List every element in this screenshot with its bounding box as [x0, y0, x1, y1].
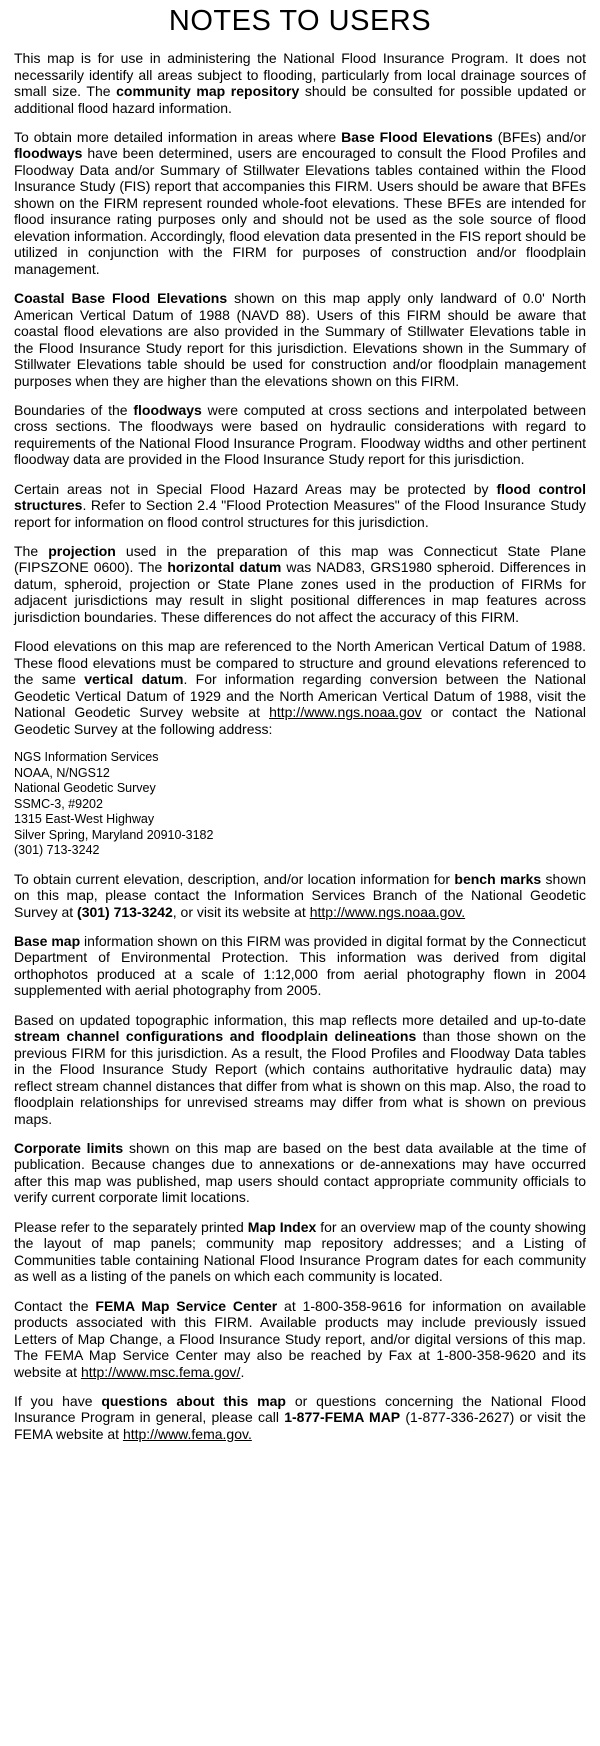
paragraph-text: Certain areas not in Special Flood Hazard Areas may be protected by	[14, 480, 497, 497]
paragraph-text: shown on this map, please contact the Information Services Branch of the National Geodetic Survey at	[14, 870, 587, 920]
emphasis-text: vertical datum	[84, 671, 184, 688]
paragraph-text: or contact the National Geodetic Survey at the following address:	[14, 704, 586, 737]
paragraph-text: Contact the	[14, 1297, 96, 1314]
paragraph-text: for an overview map of the county showing the layout of map panels; community map repository addresses; and a Listing of Communities table containing National Flood Insurance Program dates for each community as well as a listing of the panels on which each community is located.	[14, 1218, 586, 1285]
notes-section-1	[14, 50, 586, 737]
paragraph-text: Flood elevations on this map are referenced to the North American Vertical Datum of 1988. These flood elevations must be compared to structure and ground elevations referenced to the same	[14, 638, 586, 688]
address-line: NOAA, N/NGS12	[14, 765, 110, 780]
paragraph-text: . For information regarding conversion between the National Geodetic Vertical Datum of 1929 and the North American Vertical Datum of 1988, visit the National Geodetic Survey website at	[14, 671, 586, 721]
emphasis-text: floodways	[14, 145, 83, 162]
emphasis-text: flood control structures	[14, 480, 586, 514]
emphasis-text: questions about this map	[101, 1392, 286, 1409]
website-link[interactable]: http://www.fema.gov.	[122, 1425, 252, 1442]
notes-section-2	[14, 871, 586, 1443]
note-paragraph	[14, 871, 586, 921]
note-paragraph	[14, 290, 586, 389]
address-line: (301) 713-3242	[14, 843, 100, 858]
note-paragraph	[14, 543, 586, 626]
emphasis-text: projection	[48, 542, 116, 559]
address-line: National Geodetic Survey	[14, 781, 156, 796]
note-paragraph	[14, 481, 586, 531]
address-line: 1315 East-West Highway	[14, 812, 155, 827]
emphasis-text: horizontal datum	[167, 559, 282, 576]
page-title: NOTES TO USERS	[168, 5, 432, 37]
note-paragraph	[14, 50, 586, 116]
paragraph-text: The	[14, 542, 49, 559]
paragraph-text: used in the preparation of this map was Connecticut State Plane (FIPSZONE 0600). The	[14, 542, 586, 576]
emphasis-text: Base Flood Elevations	[341, 128, 493, 145]
note-paragraph	[14, 1219, 586, 1285]
paragraph-text: This map is for use in administering the National Flood Insurance Program. It does not necessarily identify all areas subject to flooding, particularly from local drainage sources of small size. The	[14, 50, 586, 99]
paragraph-text: , or visit its website at	[172, 903, 310, 920]
paragraph-text: should be consulted for possible updated or additional flood hazard information.	[14, 83, 587, 116]
address-line: SSMC-3, #9202	[14, 796, 103, 811]
paragraph-text: To obtain current elevation, description, and/or location information for	[14, 870, 455, 887]
paragraph-text: than those shown on the previous FIRM for this jurisdiction. As a result, the Flood Profiles and Floodway Data tables in the Flood Insurance Study Report (which contains authoritative hydraulic data) may reflect stream channel distances that differ from what is shown on this map. Also, the road to floodplain relationships for unrevised streams may differ from what is shown on previous maps.	[14, 1028, 587, 1127]
emphasis-text: stream channel configurations and floodplain delineations	[14, 1028, 417, 1045]
paragraph-text: or questions concerning the National Flood Insurance Program in general, please call	[14, 1392, 586, 1426]
emphasis-text: Map Index	[247, 1218, 317, 1235]
emphasis-text: Coastal Base Flood Elevations	[14, 290, 228, 307]
emphasis-text: FEMA Map Service Center	[95, 1297, 278, 1314]
emphasis-text: (301) 713-3242	[77, 903, 173, 920]
note-paragraph	[14, 1012, 586, 1128]
paragraph-text: .	[240, 1363, 245, 1380]
note-paragraph	[14, 1393, 586, 1443]
emphasis-text: Corporate limits	[14, 1139, 124, 1156]
paragraph-text: information shown on this FIRM was provided in digital format by the Connecticut Department of Environmental Protection. This information was derived from digital orthophotos produced at a scale of 1:12,000 from aerial photography flown in 2004 supplemented with aerial photography from 2005.	[14, 932, 586, 999]
paragraph-text: To obtain more detailed information in areas where	[14, 128, 342, 145]
note-paragraph	[14, 933, 586, 999]
emphasis-text: community map repository	[116, 83, 300, 99]
paragraph-text: shown on this map apply only landward of 0.0' North American Vertical Datum of 1988 (NAVD 88). Users of this FIRM should be aware that coastal flood elevations are also provided in the Summary of Stillwater Elevations table in the Flood Insurance Study report for this jurisdiction. Elevations shown in the Summary of Stillwater Elevations table should be used for construction and/or floodplain management purposes when they are higher than the elevations shown on this FIRM.	[14, 290, 586, 389]
note-paragraph	[14, 402, 586, 468]
paragraph-text: Please refer to the separately printed	[14, 1218, 248, 1235]
paragraph-text: (1-877-336-2627) or visit the FEMA website at	[14, 1409, 586, 1442]
paragraph-text: If you have	[14, 1392, 102, 1409]
emphasis-text: bench marks	[454, 870, 542, 887]
paragraph-text: (BFEs) and/or	[492, 128, 586, 145]
website-link[interactable]: http://www.msc.fema.gov/	[80, 1363, 241, 1380]
paragraph-text: were computed at cross sections and interpolated between cross sections. The floodways were based on hydraulic considerations with regard to requirements of the National Flood Insurance Program. Floodway widths and other pertinent floodway data are provided in the Flood Insurance Study report for this jurisdiction.	[14, 401, 586, 468]
note-paragraph	[14, 1298, 586, 1381]
paragraph-text: have been determined, users are encouraged to consult the Flood Profiles and Floodway Data and/or Summary of Stillwater Elevations tables contained within the Flood Insurance Study (FIS) report that accompanies this FIRM. Users should be aware that BFEs shown on the FIRM represent rounded whole-foot elevations. These BFEs are intended for flood insurance rating purposes only and should not be used as the sole source of flood elevation information. Accordingly, flood elevation data presented in the FIS report should be utilized in conjunction with the FIRM for purposes of construction and/or floodplain management.	[14, 145, 586, 277]
paragraph-text: shown on this map are based on the best data available at the time of publication. Because changes due to annexations or de-annexations may have occurred after this map was published, map users should contact appropriate community officials to verify current corporate limit locations.	[14, 1139, 586, 1206]
paragraph-text: at 1-800-358-9616 for information on available products associated with this FIRM. Available products may include previously issued Letters of Map Change, a Flood Insurance Study report, and/or digital versions of this map. The FEMA Map Service Center may also be reached by Fax at 1-800-358-9620 and its website at	[14, 1297, 586, 1380]
paragraph-text: Boundaries of the	[14, 401, 134, 418]
address-block	[14, 750, 586, 859]
emphasis-text: 1-877-FEMA MAP	[284, 1409, 401, 1426]
emphasis-text: floodways	[133, 401, 202, 418]
paragraph-text: was NAD83, GRS1980 spheroid. Differences in datum, spheroid, projection or State Plane zones used in the production of FIRMs for adjacent jurisdictions may result in slight positional differences in map features across jurisdiction boundaries. These differences do not affect the accuracy of this FIRM.	[14, 559, 587, 625]
website-link[interactable]: http://www.ngs.noaa.gov	[269, 704, 422, 721]
emphasis-text: Base map	[14, 932, 81, 949]
note-paragraph	[14, 129, 586, 278]
website-link[interactable]: http://www.ngs.noaa.gov.	[309, 903, 466, 920]
note-paragraph	[14, 1140, 586, 1206]
address-line: NGS Information Services	[14, 750, 159, 765]
paragraph-text: . Refer to Section 2.4 "Flood Protection Measures" of the Flood Insurance Study report for information on flood control structures for this jurisdiction.	[14, 497, 586, 530]
paragraph-text: Based on updated topographic information, this map reflects more detailed and up-to-date	[14, 1011, 586, 1028]
address-line: Silver Spring, Maryland 20910-3182	[14, 827, 214, 842]
note-paragraph	[14, 638, 586, 737]
